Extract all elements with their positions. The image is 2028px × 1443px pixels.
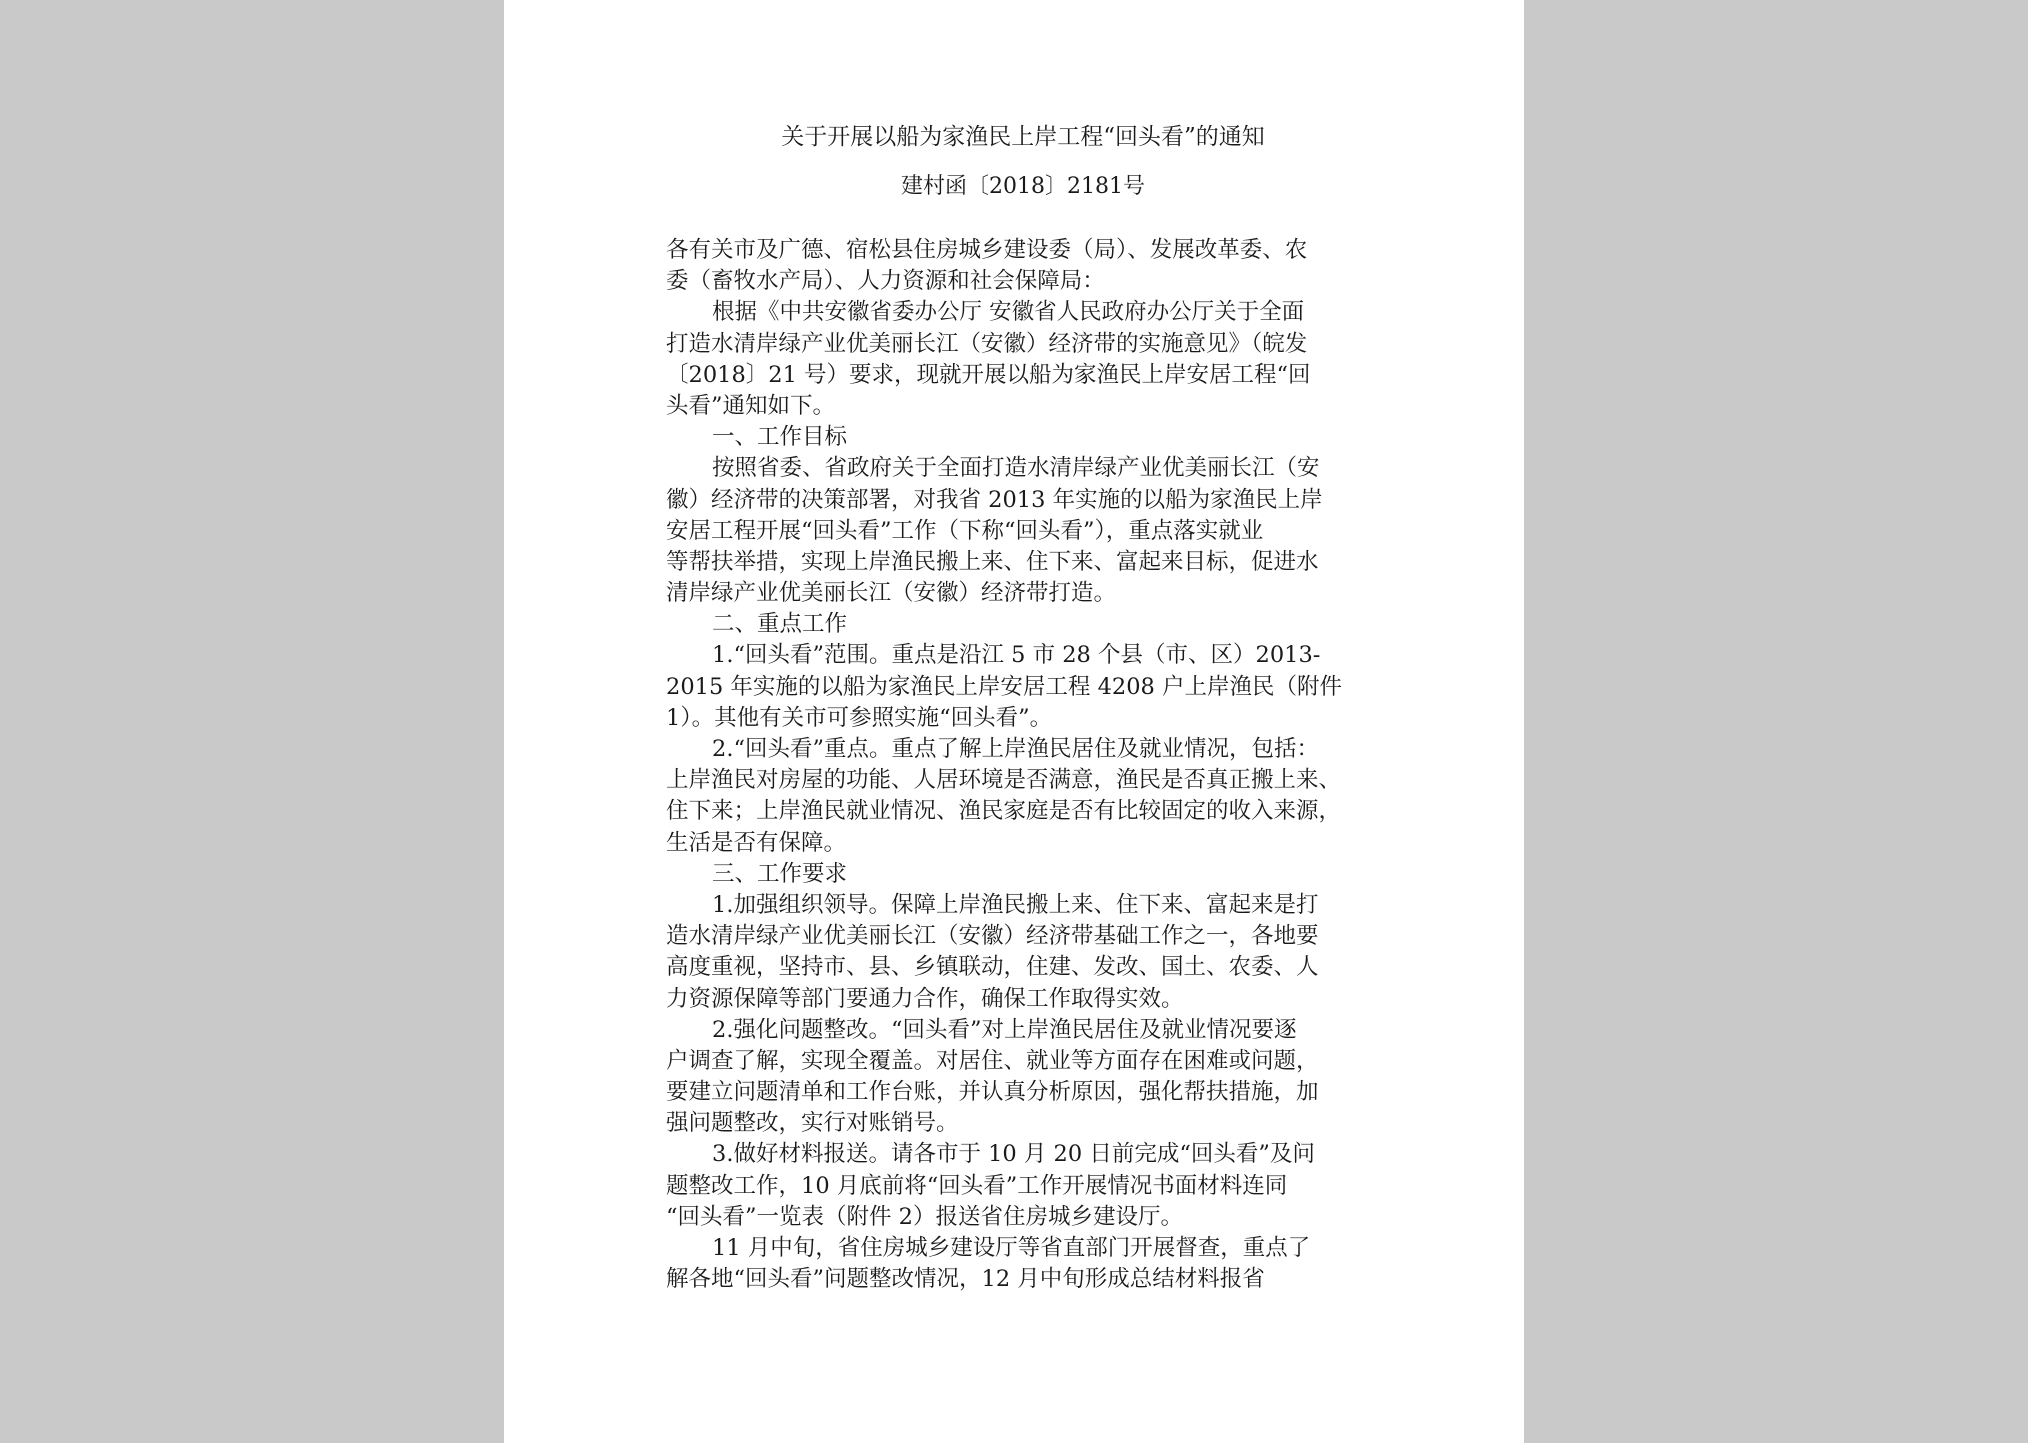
body-line: 2.“回头看”重点。重点了解上岸渔民居住及就业情况，包括：: [712, 736, 1319, 762]
body-line: 打造水清岸绿产业优美丽长江（安徽）经济带的实施意见》（皖发: [666, 330, 1308, 357]
body-line: 户调查了解，实现全覆盖。对居住、就业等方面存在困难或问题，: [666, 1047, 1319, 1074]
body-line: 题整改工作，10 月底前将“回头看”工作开展情况书面材料连同: [666, 1172, 1288, 1199]
body-line: 委（畜牧水产局）、人力资源和社会保障局：: [666, 268, 1105, 295]
body-line: 上岸渔民对房屋的功能、人居环境是否满意，渔民是否真正搬上来、: [666, 767, 1342, 794]
body-line: 一、工作目标: [712, 424, 848, 451]
body-line: “回头看”一览表（附件 2）报送省住房城乡建设厅。: [666, 1203, 1183, 1230]
body-line: 二、重点工作: [712, 611, 848, 638]
body-line: 根据《中共安徽省委办公厅 安徽省人民政府办公厅关于全面: [712, 299, 1305, 326]
body-line: 3.做好材料报送。请各市于 10 月 20 日前完成“回头看”及问: [712, 1141, 1315, 1168]
body-line: 清岸绿产业优美丽长江（安徽）经济带打造。: [666, 580, 1117, 607]
body-line: 住下来；上岸渔民就业情况、渔民家庭是否有比较固定的收入来源，: [666, 798, 1342, 825]
body-line: 2.强化问题整改。“回头看”对上岸渔民居住及就业情况要逐: [712, 1016, 1297, 1043]
body-line: 强问题整改，实行对账销号。: [666, 1110, 959, 1137]
body-line: 各有关市及广德、宿松县住房城乡建设委（局）、发展改革委、农: [666, 237, 1308, 263]
body-line: 等帮扶举措，实现上岸渔民搬上来、住下来、富起来目标，促进水: [666, 548, 1319, 575]
body-line: 〔2018〕21 号）要求，现就开展以船为家渔民上岸安居工程“回: [666, 361, 1311, 388]
document-body: [666, 235, 1380, 1295]
document-number: 建村函〔2018〕2181号: [901, 174, 1145, 199]
body-line: 解各地“回头看”问题整改情况，12 月中旬形成总结材料报省: [666, 1266, 1265, 1293]
body-line: 三、工作要求: [712, 860, 848, 887]
document-page: [504, 0, 1524, 1443]
body-line: 按照省委、省政府关于全面打造水清岸绿产业优美丽长江（安: [712, 455, 1320, 482]
body-line: 要建立问题清单和工作台账，并认真分析原因，强化帮扶措施，加: [666, 1079, 1319, 1106]
body-line: 头看”通知如下。: [666, 392, 836, 419]
document-title: 关于开展以船为家渔民上岸工程“回头看”的通知: [781, 124, 1265, 150]
body-line: 1）。其他有关市可参照实施“回头看”。: [666, 704, 1053, 731]
body-line: 2015 年实施的以船为家渔民上岸安居工程 4208 户上岸渔民（附件: [666, 673, 1342, 700]
body-line: 高度重视，坚持市、县、乡镇联动，住建、发改、国土、农委、人: [666, 954, 1319, 981]
body-line: 徽）经济带的决策部署，对我省 2013 年实施的以船为家渔民上岸: [666, 486, 1323, 513]
body-line: 生活是否有保障。: [666, 829, 847, 856]
body-line: 11 月中旬，省住房城乡建设厅等省直部门开展督查，重点了: [712, 1235, 1311, 1261]
body-line: 1.加强组织领导。保障上岸渔民搬上来、住下来、富起来是打: [712, 891, 1319, 918]
body-line: 1.“回头看”范围。重点是沿江 5 市 28 个县（市、区）2013-: [712, 642, 1321, 669]
body-line: 力资源保障等部门要通力合作，确保工作取得实效。: [666, 985, 1184, 1012]
body-line: 安居工程开展“回头看”工作（下称“回头看”），重点落实就业: [666, 517, 1264, 544]
body-line: 造水清岸绿产业优美丽长江（安徽）经济带基础工作之一，各地要: [666, 923, 1319, 950]
